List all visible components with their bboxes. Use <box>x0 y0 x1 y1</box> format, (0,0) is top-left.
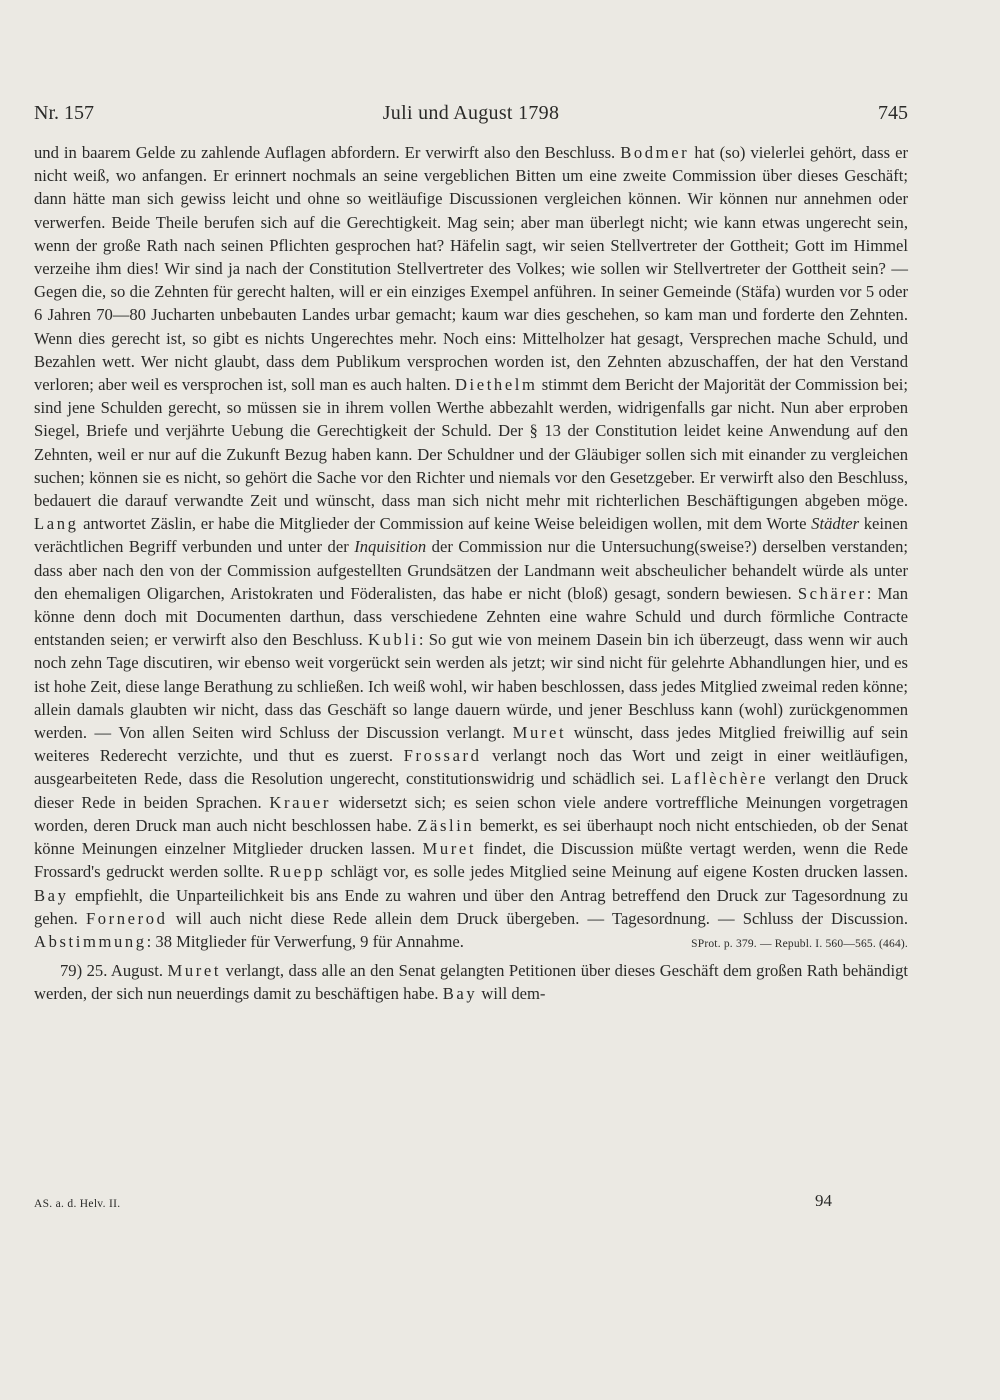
text-run: empfiehlt, die Unparteilichkeit bis ans Ende zu wahren und über den Antrag betreffend den Druck zur Tagesordnung zu gehen. <box>34 885 908 928</box>
printer-signature: AS. a. d. Helv. II. <box>34 1198 121 1210</box>
speaker-name: Diethelm <box>454 375 538 395</box>
speaker-name: Bodmer <box>620 143 690 162</box>
text-run: der Commission nur die Untersuchung(sweise?) derselben verstanden; dass aber nach den von der Commission aufgestellten Grundsätzen der Landmann weit abscheulicher behandelt würde als unter den ehemaligen Oligarchen, Aristokraten und Föderalisten, das habe er nicht (bloß) gesagt, sondern bewiesen. <box>34 537 908 603</box>
text-run: findet, die Discussion müßte vertagt werden, wenn die Rede Frossard's gedruckt werden sollte. <box>34 839 908 882</box>
speaker-name: Ruepp <box>269 862 326 882</box>
text-run: keinen verächtlichen Begriff verbunden und unter der <box>34 514 908 557</box>
source-reference: SProt. p. 379. — Republ. I. 560—565. (464). <box>691 937 908 950</box>
text-run: : 38 Mitglieder für Verwerfung, 9 für Annahme. <box>146 931 464 951</box>
text-run: antwortet Zäslin, er habe die Mitglieder der Commission auf keine Weise beleidigen wollen, mit dem Worte <box>78 514 812 534</box>
speaker-name: Zäslin <box>417 815 475 835</box>
speaker-name: Lang <box>34 514 79 534</box>
page-footer <box>34 1191 908 1215</box>
speaker-name: Schärer <box>797 583 867 603</box>
page-number: 745 <box>878 102 908 124</box>
speaker-name: Krauer <box>269 792 332 812</box>
text-run: will auch nicht diese Rede allein dem Druck übergeben. — Tagesordnung. — Schluss der Discussion. <box>167 908 908 928</box>
text-run: verlangt, dass alle an den Senat gelangten Petitionen über dieses Geschäft dem großen Rath behändigt werden, der sich nun neuerdings damit zu beschäftigen habe. <box>34 961 909 1004</box>
sheet-number: 94 <box>815 1191 832 1210</box>
emphasis: Inquisition <box>354 537 427 557</box>
document-number: Nr. 157 <box>34 102 94 124</box>
text-run: stimmt dem Bericht der Majorität der Commission bei; sind jene Schulden gerecht, so müssen sie in ihrem vollen Werthe abbezahlt werden, widrigenfalls gar nicht. Nun aber erproben Siegel, Briefe und verjährte Uebung die Gerechtigkeit der Schuld. Der § 13 der Constitution leidet keine Anwendung auf den Zehnten, weil er nur auf die Zukunft Bezug haben kann. Der Schuldner und der Gläubiger sollen sich mit einander zu vergleichen suchen; können sie es nicht, so gehört die Sache vor den Richter und niemals vor den Gesetzgeber. Er verwirft also den Beschluss, bedauert die darauf verwandte Zeit und wünscht, dass man sich nicht mehr mit richterlichen Beschäftigungen abgeben möge. <box>34 375 908 511</box>
main-text <box>34 141 908 1006</box>
text-run: widersetzt sich; es seien schon viele andere vortreffliche Meinungen vorgetragen worden, deren Druck man auch nicht beschlossen habe. <box>34 792 908 835</box>
text-run: hat (so) vielerlei gehört, dass er nicht weiß, wo anfangen. Er erinnert nochmals an seine vergeblichen Bitten um eine zweite Commission über dieses Geschäft; dann hätte man sich gewiss leicht und ohne so weitläufige Discussionen vergleichen können. Wir können nur annehmen oder verwerfen. Beide Theile berufen sich auf die Gerechtigkeit. Mag sein; aber man überlegt nicht; wie kann etwas ungerecht sein, wenn der große Rath nach seinen Pflichten gesprochen hat? Häfelin sagt, wir seien Stellvertreter der Gottheit; Gott im Himmel verzeihe ihm dies! Wir sind ja nach der Constitution Stellvertreter des Volkes; wie sollen wir Stellvertreter der Gottheit sein? — Gegen die, so die Zehnten für gerecht halten, will er ein einziges Exempel anführen. In seiner Gemeinde (Stäfa) wurden vor 5 oder 6 Jahren 70—80 Jucharten unbebauten Landes urbar gemacht; kaum war dies geschehen, so kam man und forderte den Zehnten. Wenn dies gerecht ist, so gibt es nichts Ungerechtes mehr. Noch eins: Mittelholzer hat gesagt, Versprechen mache Schuld, und Bezahlen wett. Wer nicht glaubt, dass dem Publikum versprochen worden ist, den Zehnten abzuschaffen, der hat den Verstand verloren; aber weil es versprochen ist, soll man es auch halten. <box>34 143 908 395</box>
text-run: : So gut wie von meinem Dasein bin ich überzeugt, dass wenn wir auch noch zehn Tage discutiren, wir ebenso weit vorgerückt sein werden als jetzt; wir sind nicht für gelehrte Abhandlungen hier, und es ist hohe Zeit, diese lange Berathung zu schließen. Ich weiß wohl, wir haben beschlossen, dass jedes Mitglied zweimal reden könne; allein damals glaubten wir nicht, dass das Geschäft so lange dauern würde, und jener Beschluss kann (wohl) zurückgenommen werden. — Von allen Seiten wird Schluss der Discussion verlangt. <box>34 630 908 743</box>
text-run: verlangt noch das Wort und zeigt in einer weitläufigen, ausgearbeiteten Rede, dass die Resolution ungerecht, constitutionswidrig und schädlich sei. <box>34 746 908 789</box>
paragraph-entry-79 <box>34 959 908 1005</box>
text-run: will dem- <box>477 984 546 1004</box>
speaker-name: Laflèchère <box>671 769 769 789</box>
speaker-name: Bay <box>34 885 69 905</box>
text-run: bemerkt, es sei überhaupt noch nicht entschieden, ob der Senat könne Meinungen einzelner Mitglieder drucken lassen. <box>34 815 909 859</box>
emphasis: Städter <box>811 514 860 534</box>
text-run: wünscht, dass jedes Mitglied freiwillig auf sein weiteres Rederecht verzichte, und thut es zuerst. <box>34 723 908 766</box>
speaker-name: Fornerod <box>85 908 168 928</box>
text-run: und in baarem Gelde zu zahlende Auflagen abfordern. Er verwirft also den Beschluss. <box>34 143 621 162</box>
text-run: : Man könne denn doch mit Documenten darthun, dass verschiedene Zehnten eine wahre Schuld und durch förmliche Contracte entstanden seien; er verwirft also den Beschluss. <box>34 583 908 650</box>
text-run: verlangt den Druck dieser Rede in beiden Sprachen. <box>34 769 908 812</box>
speaker-name: Kubli <box>368 630 419 650</box>
paragraph-debate <box>34 141 908 956</box>
speaker-name: Frossard <box>403 746 482 766</box>
running-title: Juli und August 1798 <box>382 102 560 124</box>
text-run: schlägt vor, es solle jedes Mitglied seine Meinung auf eigene Kosten drucken lassen. <box>325 862 908 882</box>
speaker-name: Muret <box>512 723 567 743</box>
vote-label: Abstimmung <box>34 931 147 951</box>
speaker-name: Muret <box>167 961 222 981</box>
entry-date: 79) 25. August. <box>60 961 168 981</box>
running-header <box>34 99 908 127</box>
speaker-name: Muret <box>422 839 477 859</box>
speaker-name: Bay <box>442 984 478 1004</box>
